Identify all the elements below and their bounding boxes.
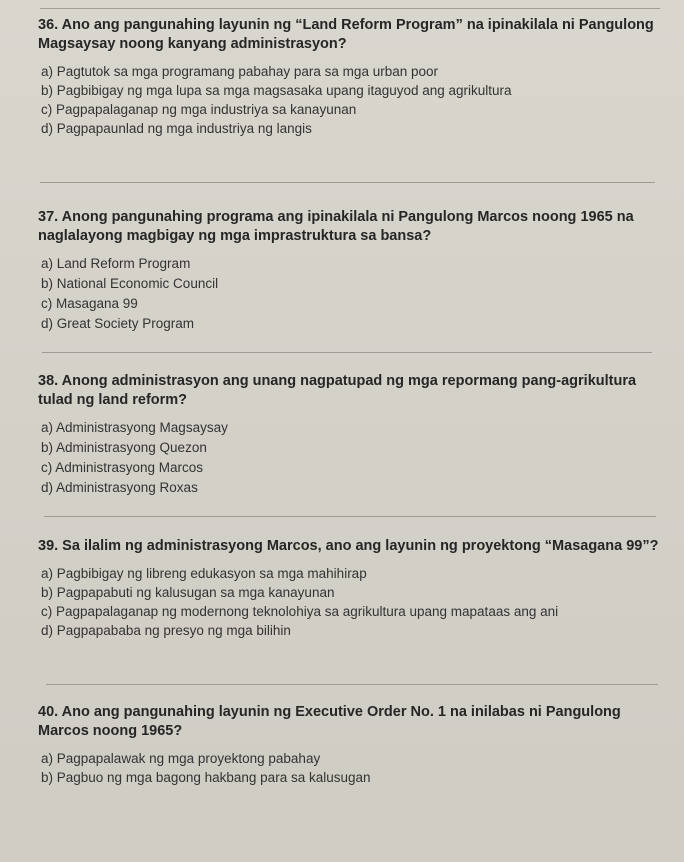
question-36-option-c: c) Pagpapalaganap ng mga industriya sa kanayunan [41, 102, 357, 117]
question-37-option-c: c) Masagana 99 [41, 296, 138, 311]
question-39 [38, 537, 668, 640]
question-39-option-b: b) Pagpapabuti ng kalusugan sa mga kanayunan [41, 585, 335, 600]
question-38-option-a: a) Administrasyong Magsaysay [41, 420, 228, 435]
question-39-text: 39. Sa ilalim ng administrasyong Marcos, ano ang layunin ng proyektong “Masagana 99”? [38, 538, 659, 554]
question-38-option-d: d) Administrasyong Roxas [41, 480, 198, 495]
question-39-option-a: a) Pagbibigay ng libreng edukasyon sa mga mahihirap [41, 566, 367, 581]
top-divider [40, 8, 660, 9]
question-38-option-b: b) Administrasyong Quezon [41, 440, 207, 455]
question-38-options [38, 418, 668, 498]
question-36 [38, 16, 668, 138]
question-37-options [38, 254, 668, 334]
question-40-text: 40. Ano ang pangunahing layunin ng Executive Order No. 1 na inilabas ni Pangulong Marcos noong 1965? [38, 704, 621, 739]
question-39-options [38, 564, 668, 640]
question-37-text: 37. Anong pangunahing programa ang ipinakilala ni Pangulong Marcos noong 1965 na naglalayong magbigay ng mga imprastruktura sa bansa? [38, 209, 634, 244]
divider-39-40 [46, 684, 658, 685]
question-40-option-b: b) Pagbuo ng mga bagong hakbang para sa kalusugan [41, 770, 371, 785]
question-36-option-b: b) Pagbibigay ng mga lupa sa mga magsasaka upang itaguyod ang agrikultura [41, 83, 512, 98]
question-40 [38, 703, 668, 787]
question-39-option-c: c) Pagpapalaganap ng modernong teknolohiya sa agrikultura upang mapataas ang ani [41, 604, 559, 619]
question-37-option-d: d) Great Society Program [41, 316, 195, 331]
question-36-text: 36. Ano ang pangunahing layunin ng “Land Reform Program” na ipinakilala ni Pangulong Magsaysay noong kanyang administrasyon? [38, 17, 654, 52]
question-37 [38, 208, 668, 334]
question-38-option-c: c) Administrasyong Marcos [41, 460, 204, 475]
question-38 [38, 372, 668, 498]
divider-38-39 [44, 516, 656, 517]
question-36-option-a: a) Pagtutok sa mga programang pabahay para sa mga urban poor [41, 64, 438, 79]
question-37-option-a: a) Land Reform Program [41, 256, 191, 271]
divider-37-38 [42, 352, 652, 353]
divider-36-37 [40, 182, 655, 183]
question-40-option-a: a) Pagpapalawak ng mga proyektong pabahay [41, 751, 321, 766]
question-38-text: 38. Anong administrasyon ang unang nagpatupad ng mga repormang pang-agrikultura tulad ng land reform? [38, 373, 637, 408]
question-39-option-d: d) Pagpapababa ng presyo ng mga bilihin [41, 623, 291, 638]
question-36-options [38, 62, 668, 138]
question-37-option-b: b) National Economic Council [41, 276, 219, 291]
question-40-options [38, 749, 668, 787]
question-36-option-d: d) Pagpapaunlad ng mga industriya ng langis [41, 121, 312, 136]
